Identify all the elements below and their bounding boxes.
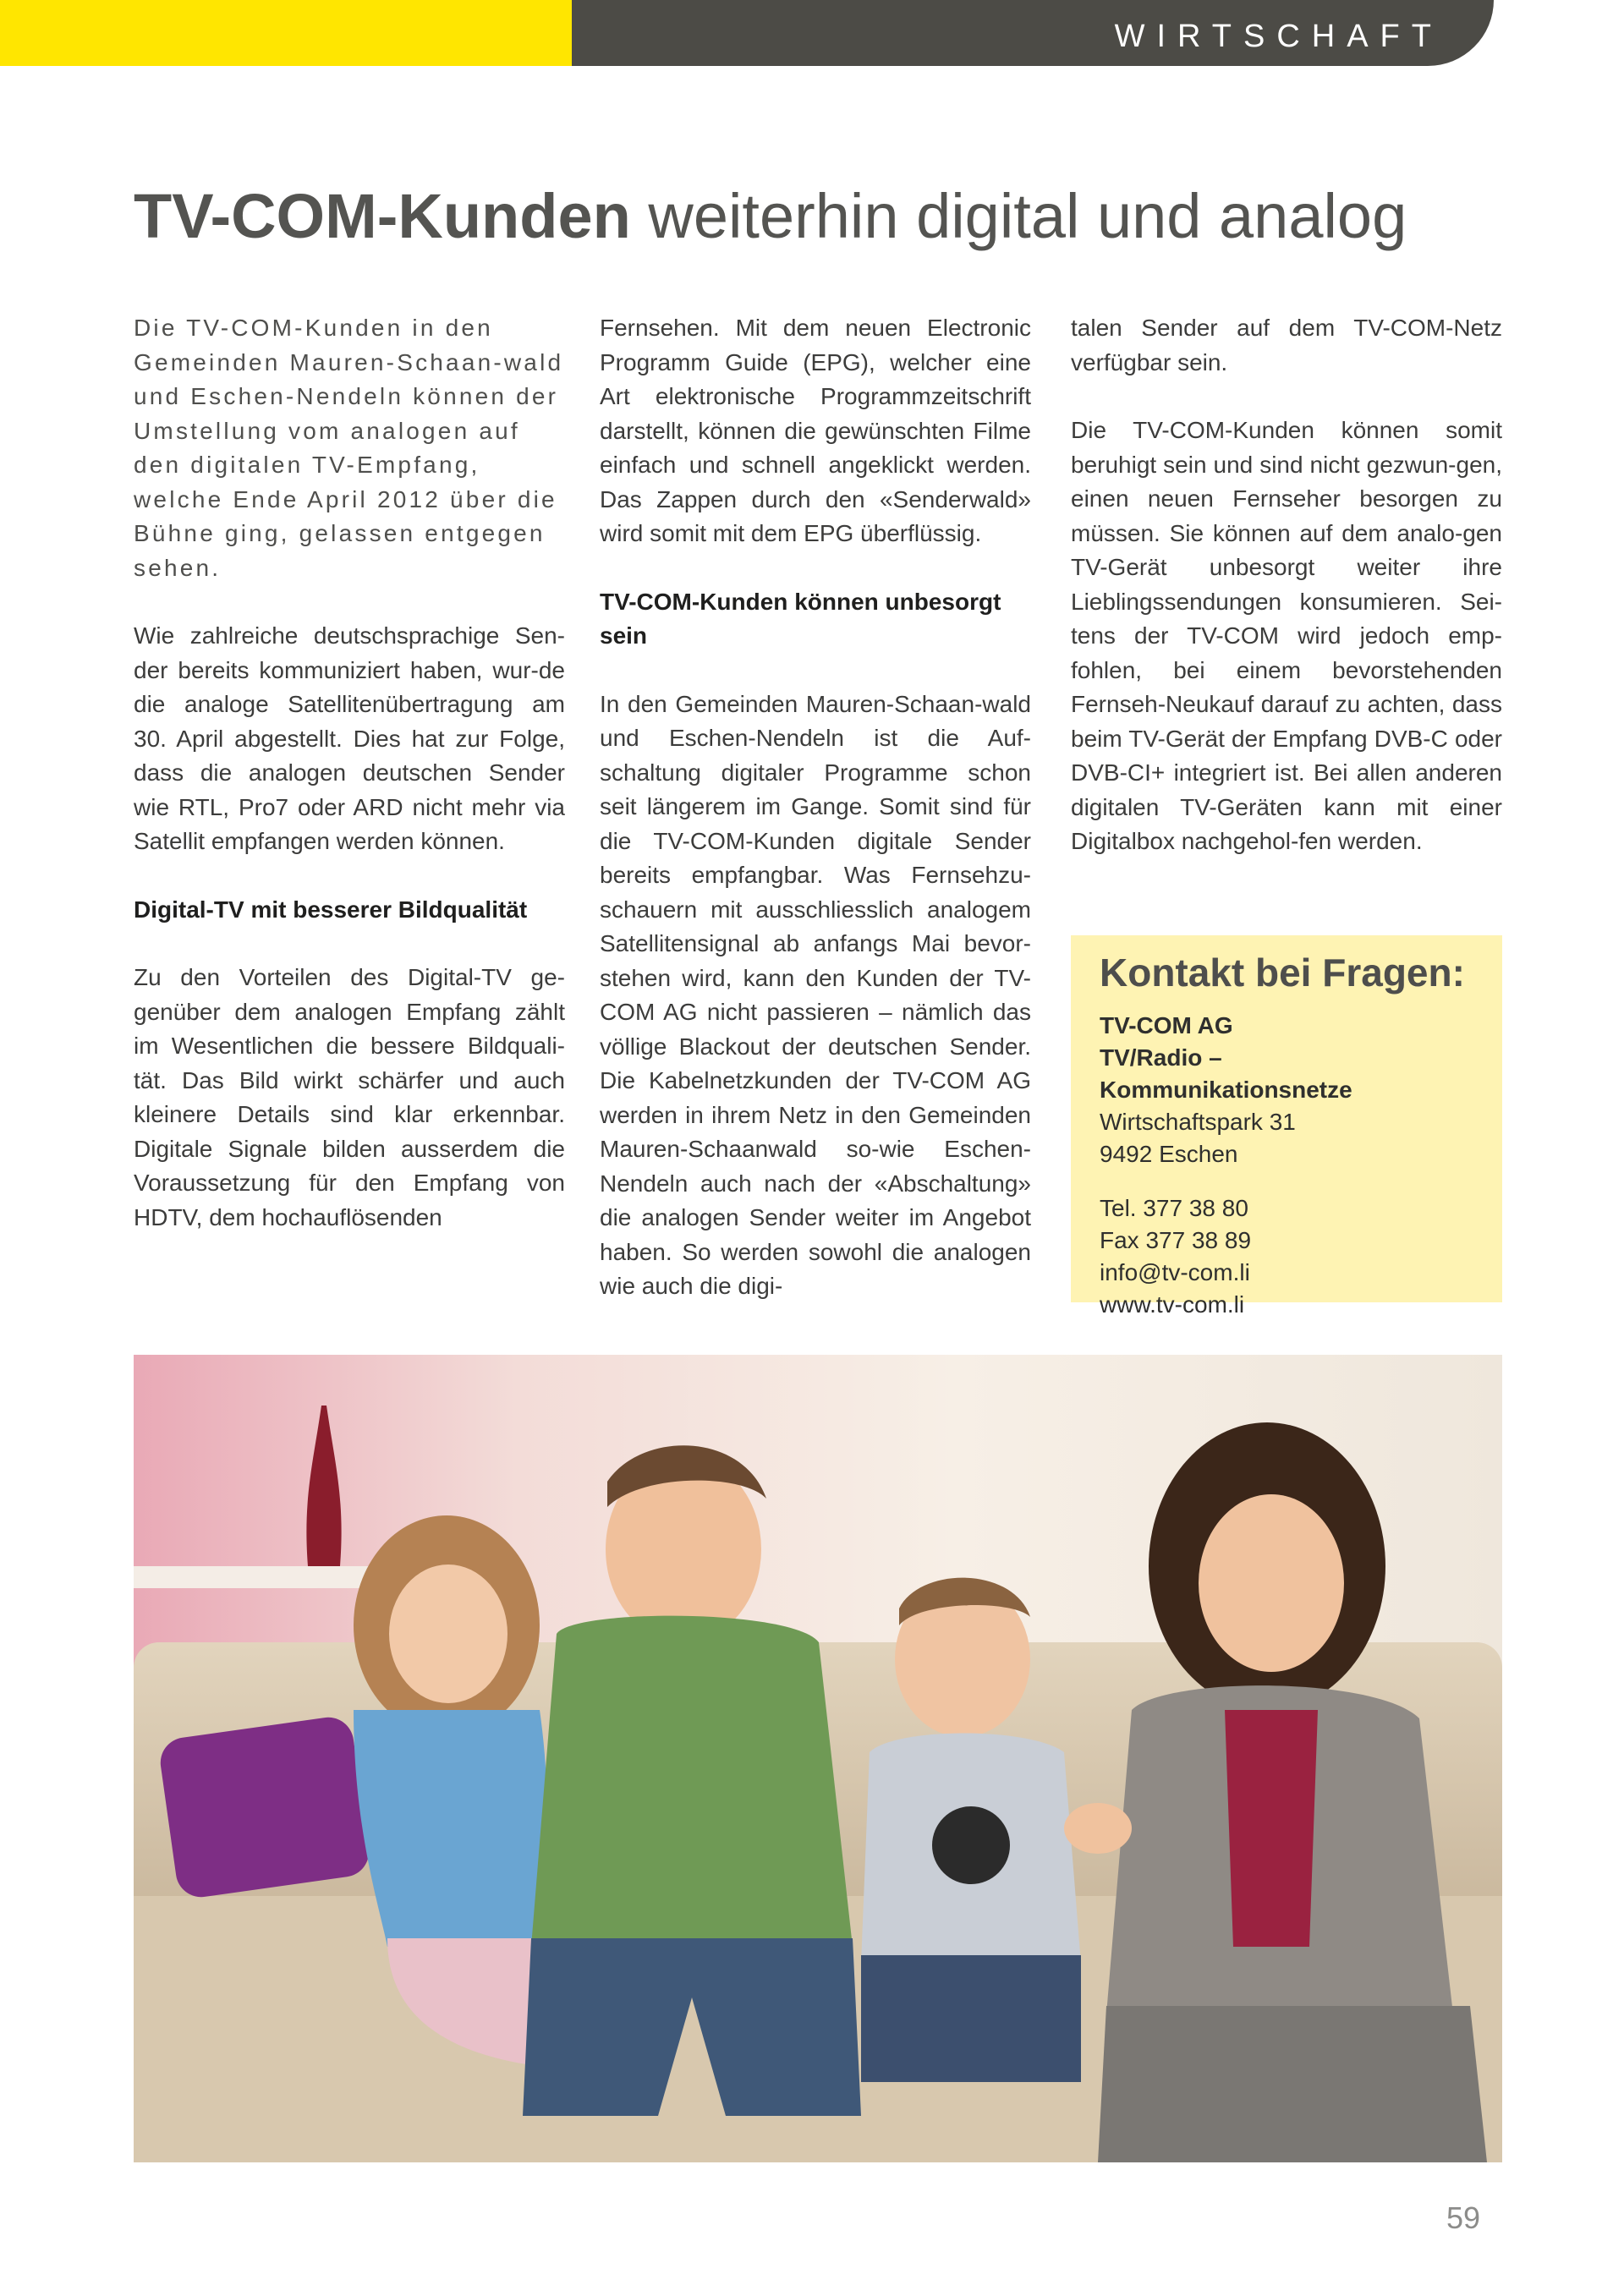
body-paragraph: Die TV-COM-Kunden können somit beruhigt sein und sind nicht gezwun-gen, einen neuen Fernseher besorgen zu müssen. Sie können auf dem analo-gen TV-Gerät unbesorgt weiter ihre Lieblingssendungen konsumieren. Sei-tens der TV-COM wird jedoch emp-fohlen, bei einem bevorstehenden Fernseh-Neukauf darauf zu achten, dass beim TV-Gerät der Empfang DVB-C oder DVB-CI+ integriert ist. Bei allen anderen digitalen TV-Geräten kann mit einer Digitalbox nachgehol-fen werden.: [1071, 417, 1502, 854]
body-paragraph: talen Sender auf dem TV-COM-Netz verfügbar sein.: [1071, 315, 1502, 375]
contact-company: TV-COM AG: [1100, 1012, 1233, 1038]
body-paragraph: Wie zahlreiche deutschsprachige Sen-der bereits kommuniziert haben, wur-de die analoge Satellitenübertragung am 30. April abgestellt. Dies hat zur Folge, dass die analogen deutschen Sender wie RTL, Pro7 oder ARD nicht mehr via Satellit empfangen werden können.: [134, 622, 565, 854]
body-paragraph: In den Gemeinden Mauren-Schaan-wald und Eschen-Nendeln ist die Auf-schaltung digitaler Programme schon seit längerem im Gange. Somit sind für die TV-COM-Kunden digitale Sender bereits empfangbar. Was Fernsehzu-schauern mit ausschliesslich analogem Satellitensignal ab anfangs Mai bevor-stehen wird, kann den Kunden der TV-COM AG nicht passieren – nämlich das völlige Blackout der deutschen Sender. Die Kabelnetzkunden der TV-COM AG werden in ihrem Netz in den Gemeinden Mauren-Schaanwald so-wie Eschen-Nendeln auch nach der «Abschaltung» die analogen Sender weiter im Angebot haben. So werden sowohl die analogen wie auch die digi-: [600, 690, 1031, 1299]
header-dark-band: [572, 0, 1494, 66]
purple-cushion: [157, 1714, 372, 1900]
contact-city: 9492 Eschen: [1100, 1141, 1238, 1167]
header-bar: [0, 0, 1624, 66]
contact-division: TV/Radio – Kommunikationsnetze: [1100, 1044, 1352, 1103]
contact-tel: Tel. 377 38 80: [1100, 1195, 1248, 1221]
contact-box: [1071, 935, 1502, 1318]
article-column-1: [134, 311, 565, 1235]
article-column-3: [1071, 311, 1502, 859]
headline-light: weiterhin digital und analog: [630, 181, 1407, 251]
header-yellow-band: [0, 0, 572, 66]
family-photo: [134, 1355, 1502, 2162]
contact-website[interactable]: www.tv-com.li: [1100, 1291, 1245, 1318]
contact-fax: Fax 377 38 89: [1100, 1227, 1252, 1253]
family-photo-illustration: [134, 1355, 1502, 2162]
subheading-unbesorgt: TV-COM-Kunden können unbesorgt sein: [600, 588, 1001, 649]
body-paragraph: Zu den Vorteilen des Digital-TV ge-genüber dem analogen Empfang zählt im Wesentlichen die bessere Bildquali-tät. Das Bild wirkt schärfer und auch kleinere Details sind klar erkennbar. Digitale Signale bilden ausserdem die Voraussetzung für den Empfang von HDTV, dem hochauflösenden: [134, 964, 565, 1230]
section-label: WIRTSCHAFT: [1114, 19, 1443, 54]
contact-title: Kontakt bei Fragen:: [1100, 951, 1465, 995]
page-number: 59: [1446, 2200, 1481, 2235]
body-paragraph: Fernsehen. Mit dem neuen Electronic Programm Guide (EPG), welcher eine Art elektronische Programmzeitschrift darstellt, können die gewünschten Filme einfach und schnell angeklickt werden. Das Zappen durch den «Senderwald» wird somit mit dem EPG überflüssig.: [600, 315, 1031, 546]
article-headline: [134, 179, 1504, 254]
headline-bold: TV-COM-Kunden: [134, 181, 631, 251]
contact-spacer: [1100, 1170, 1479, 1192]
article-column-2: [600, 311, 1031, 1304]
contact-email[interactable]: info@tv-com.li: [1100, 1259, 1250, 1285]
contact-street: Wirtschaftspark 31: [1100, 1109, 1296, 1135]
lead-paragraph: Die TV-COM-Kunden in den Gemeinden Mauren-Schaan-wald und Eschen-Nendeln können der Umstellung vom analogen auf den digitalen TV-Empfang, welche Ende April 2012 über die Bühne ging, gelassen entgegen sehen.: [134, 315, 564, 581]
subheading-digital-tv: Digital-TV mit besserer Bildqualität: [134, 896, 528, 923]
